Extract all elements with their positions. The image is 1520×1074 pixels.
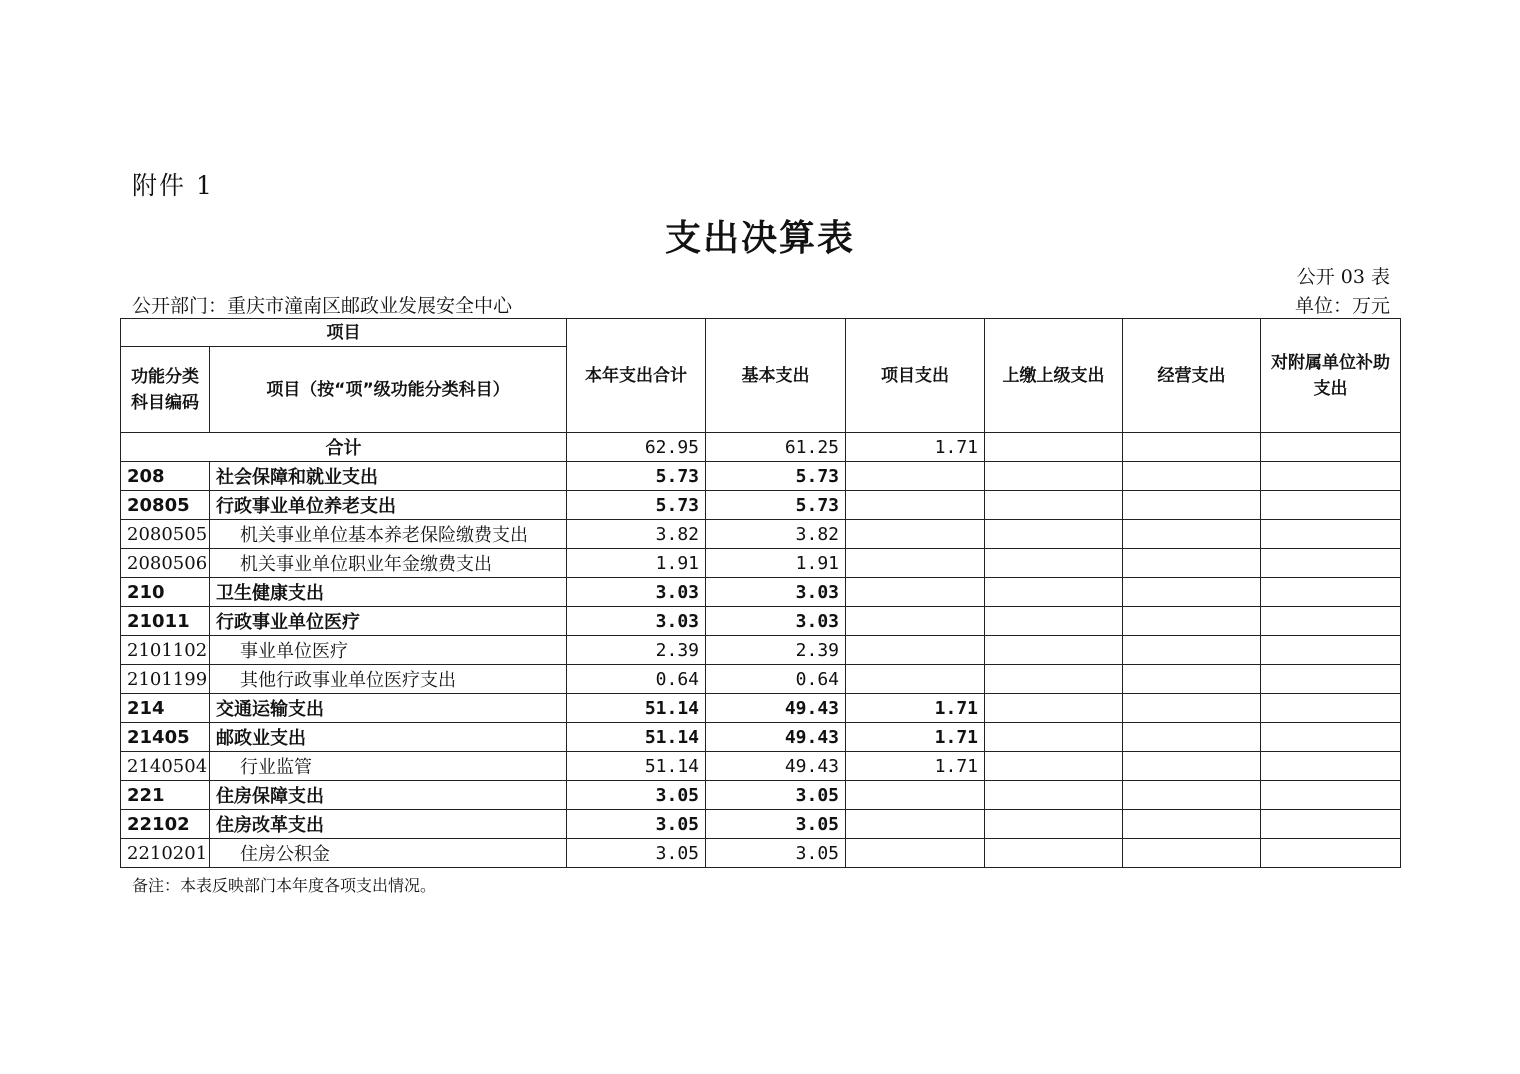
row-upper	[985, 665, 1123, 694]
row-total: 3.05	[567, 781, 706, 810]
row-basic: 2.39	[706, 636, 846, 665]
row-basic: 5.73	[706, 491, 846, 520]
row-upper	[985, 520, 1123, 549]
row-code: 210	[121, 578, 210, 607]
row-subsidiary	[1261, 781, 1401, 810]
row-project: 1.71	[846, 723, 985, 752]
total-label: 合计	[121, 433, 567, 462]
table-row	[121, 520, 1401, 549]
row-upper	[985, 694, 1123, 723]
row-business	[1123, 578, 1261, 607]
row-upper	[985, 723, 1123, 752]
page-title: 支出决算表	[664, 218, 855, 259]
total-upper	[985, 433, 1123, 462]
row-basic: 0.64	[706, 665, 846, 694]
row-code: 2080506	[121, 549, 210, 578]
row-upper	[985, 578, 1123, 607]
header-row-1	[121, 319, 1401, 347]
row-name: 行政事业单位养老支出	[210, 491, 567, 520]
table-row	[121, 578, 1401, 607]
row-name: 行业监管	[210, 752, 567, 781]
row-total: 3.82	[567, 520, 706, 549]
header-project: 项目	[121, 319, 567, 347]
row-code: 21405	[121, 723, 210, 752]
row-subsidiary	[1261, 520, 1401, 549]
total-row	[121, 433, 1401, 462]
row-total: 51.14	[567, 694, 706, 723]
row-total: 51.14	[567, 752, 706, 781]
row-subsidiary	[1261, 839, 1401, 868]
row-code: 221	[121, 781, 210, 810]
table-row	[121, 665, 1401, 694]
row-basic: 3.82	[706, 520, 846, 549]
row-business	[1123, 723, 1261, 752]
row-basic: 5.73	[706, 462, 846, 491]
expenditure-table	[120, 318, 1401, 868]
row-subsidiary	[1261, 752, 1401, 781]
table-row	[121, 839, 1401, 868]
row-basic: 3.05	[706, 839, 846, 868]
table-row	[121, 607, 1401, 636]
row-subsidiary	[1261, 549, 1401, 578]
department-label: 公开部门：重庆市潼南区邮政业发展安全中心	[132, 295, 513, 317]
row-upper	[985, 491, 1123, 520]
row-name: 卫生健康支出	[210, 578, 567, 607]
row-name: 住房保障支出	[210, 781, 567, 810]
row-subsidiary	[1261, 491, 1401, 520]
row-total: 2.39	[567, 636, 706, 665]
row-code: 2080505	[121, 520, 210, 549]
row-project	[846, 781, 985, 810]
row-total: 3.03	[567, 607, 706, 636]
row-project	[846, 810, 985, 839]
row-business	[1123, 491, 1261, 520]
table-row	[121, 636, 1401, 665]
row-total: 0.64	[567, 665, 706, 694]
row-project	[846, 607, 985, 636]
total-project: 1.71	[846, 433, 985, 462]
header-code: 功能分类科目编码	[121, 347, 210, 433]
row-subsidiary	[1261, 636, 1401, 665]
row-name: 行政事业单位医疗	[210, 607, 567, 636]
row-business	[1123, 694, 1261, 723]
row-total: 5.73	[567, 491, 706, 520]
row-total: 1.91	[567, 549, 706, 578]
row-name: 社会保障和就业支出	[210, 462, 567, 491]
row-business	[1123, 781, 1261, 810]
row-basic: 3.03	[706, 578, 846, 607]
row-name: 交通运输支出	[210, 694, 567, 723]
row-name: 邮政业支出	[210, 723, 567, 752]
row-business	[1123, 839, 1261, 868]
header-basic: 基本支出	[706, 319, 846, 433]
row-code: 2210201	[121, 839, 210, 868]
row-basic: 49.43	[706, 694, 846, 723]
row-total: 3.03	[567, 578, 706, 607]
row-subsidiary	[1261, 810, 1401, 839]
row-basic: 3.05	[706, 810, 846, 839]
table-row	[121, 549, 1401, 578]
table-row	[121, 781, 1401, 810]
header-total: 本年支出合计	[567, 319, 706, 433]
row-business	[1123, 607, 1261, 636]
row-project	[846, 549, 985, 578]
row-code: 2101102	[121, 636, 210, 665]
row-upper	[985, 636, 1123, 665]
total-basic: 61.25	[706, 433, 846, 462]
row-subsidiary	[1261, 694, 1401, 723]
unit-label: 单位：万元	[1294, 295, 1390, 317]
row-project	[846, 665, 985, 694]
row-upper	[985, 462, 1123, 491]
row-subsidiary	[1261, 607, 1401, 636]
row-total: 3.05	[567, 810, 706, 839]
row-project	[846, 462, 985, 491]
row-project	[846, 636, 985, 665]
row-project: 1.71	[846, 752, 985, 781]
row-subsidiary	[1261, 462, 1401, 491]
row-upper	[985, 810, 1123, 839]
row-basic: 3.05	[706, 781, 846, 810]
row-project	[846, 839, 985, 868]
row-business	[1123, 549, 1261, 578]
row-code: 21011	[121, 607, 210, 636]
row-business	[1123, 810, 1261, 839]
row-business	[1123, 520, 1261, 549]
table-row	[121, 752, 1401, 781]
total-subsidiary	[1261, 433, 1401, 462]
row-code: 22102	[121, 810, 210, 839]
row-business	[1123, 665, 1261, 694]
row-subsidiary	[1261, 723, 1401, 752]
row-name: 其他行政事业单位医疗支出	[210, 665, 567, 694]
annex-label: 附件 1	[132, 171, 214, 200]
header-project-expense: 项目支出	[846, 319, 985, 433]
row-upper	[985, 839, 1123, 868]
row-name: 机关事业单位职业年金缴费支出	[210, 549, 567, 578]
table-row	[121, 462, 1401, 491]
row-code: 208	[121, 462, 210, 491]
row-basic: 49.43	[706, 723, 846, 752]
row-upper	[985, 607, 1123, 636]
row-basic: 3.03	[706, 607, 846, 636]
row-upper	[985, 549, 1123, 578]
row-basic: 1.91	[706, 549, 846, 578]
row-total: 5.73	[567, 462, 706, 491]
row-project	[846, 578, 985, 607]
header-name: 项目（按“项”级功能分类科目）	[210, 347, 567, 433]
footnote: 备注：本表反映部门本年度各项支出情况。	[132, 876, 437, 895]
table-row	[121, 810, 1401, 839]
header-subsidiary: 对附属单位补助支出	[1261, 319, 1401, 433]
row-name: 住房改革支出	[210, 810, 567, 839]
row-code: 214	[121, 694, 210, 723]
row-code: 20805	[121, 491, 210, 520]
table-row	[121, 491, 1401, 520]
row-business	[1123, 636, 1261, 665]
row-total: 51.14	[567, 723, 706, 752]
header-upper: 上缴上级支出	[985, 319, 1123, 433]
row-total: 3.05	[567, 839, 706, 868]
row-code: 2140504	[121, 752, 210, 781]
row-subsidiary	[1261, 578, 1401, 607]
total-business	[1123, 433, 1261, 462]
row-business	[1123, 752, 1261, 781]
row-upper	[985, 752, 1123, 781]
row-code: 2101199	[121, 665, 210, 694]
header-business: 经营支出	[1123, 319, 1261, 433]
row-project	[846, 520, 985, 549]
total-total: 62.95	[567, 433, 706, 462]
row-name: 机关事业单位基本养老保险缴费支出	[210, 520, 567, 549]
table-row	[121, 723, 1401, 752]
form-number: 公开 03 表	[1296, 266, 1390, 288]
row-upper	[985, 781, 1123, 810]
row-project	[846, 491, 985, 520]
row-name: 住房公积金	[210, 839, 567, 868]
row-basic: 49.43	[706, 752, 846, 781]
row-business	[1123, 462, 1261, 491]
table-row	[121, 694, 1401, 723]
row-subsidiary	[1261, 665, 1401, 694]
row-project: 1.71	[846, 694, 985, 723]
row-name: 事业单位医疗	[210, 636, 567, 665]
